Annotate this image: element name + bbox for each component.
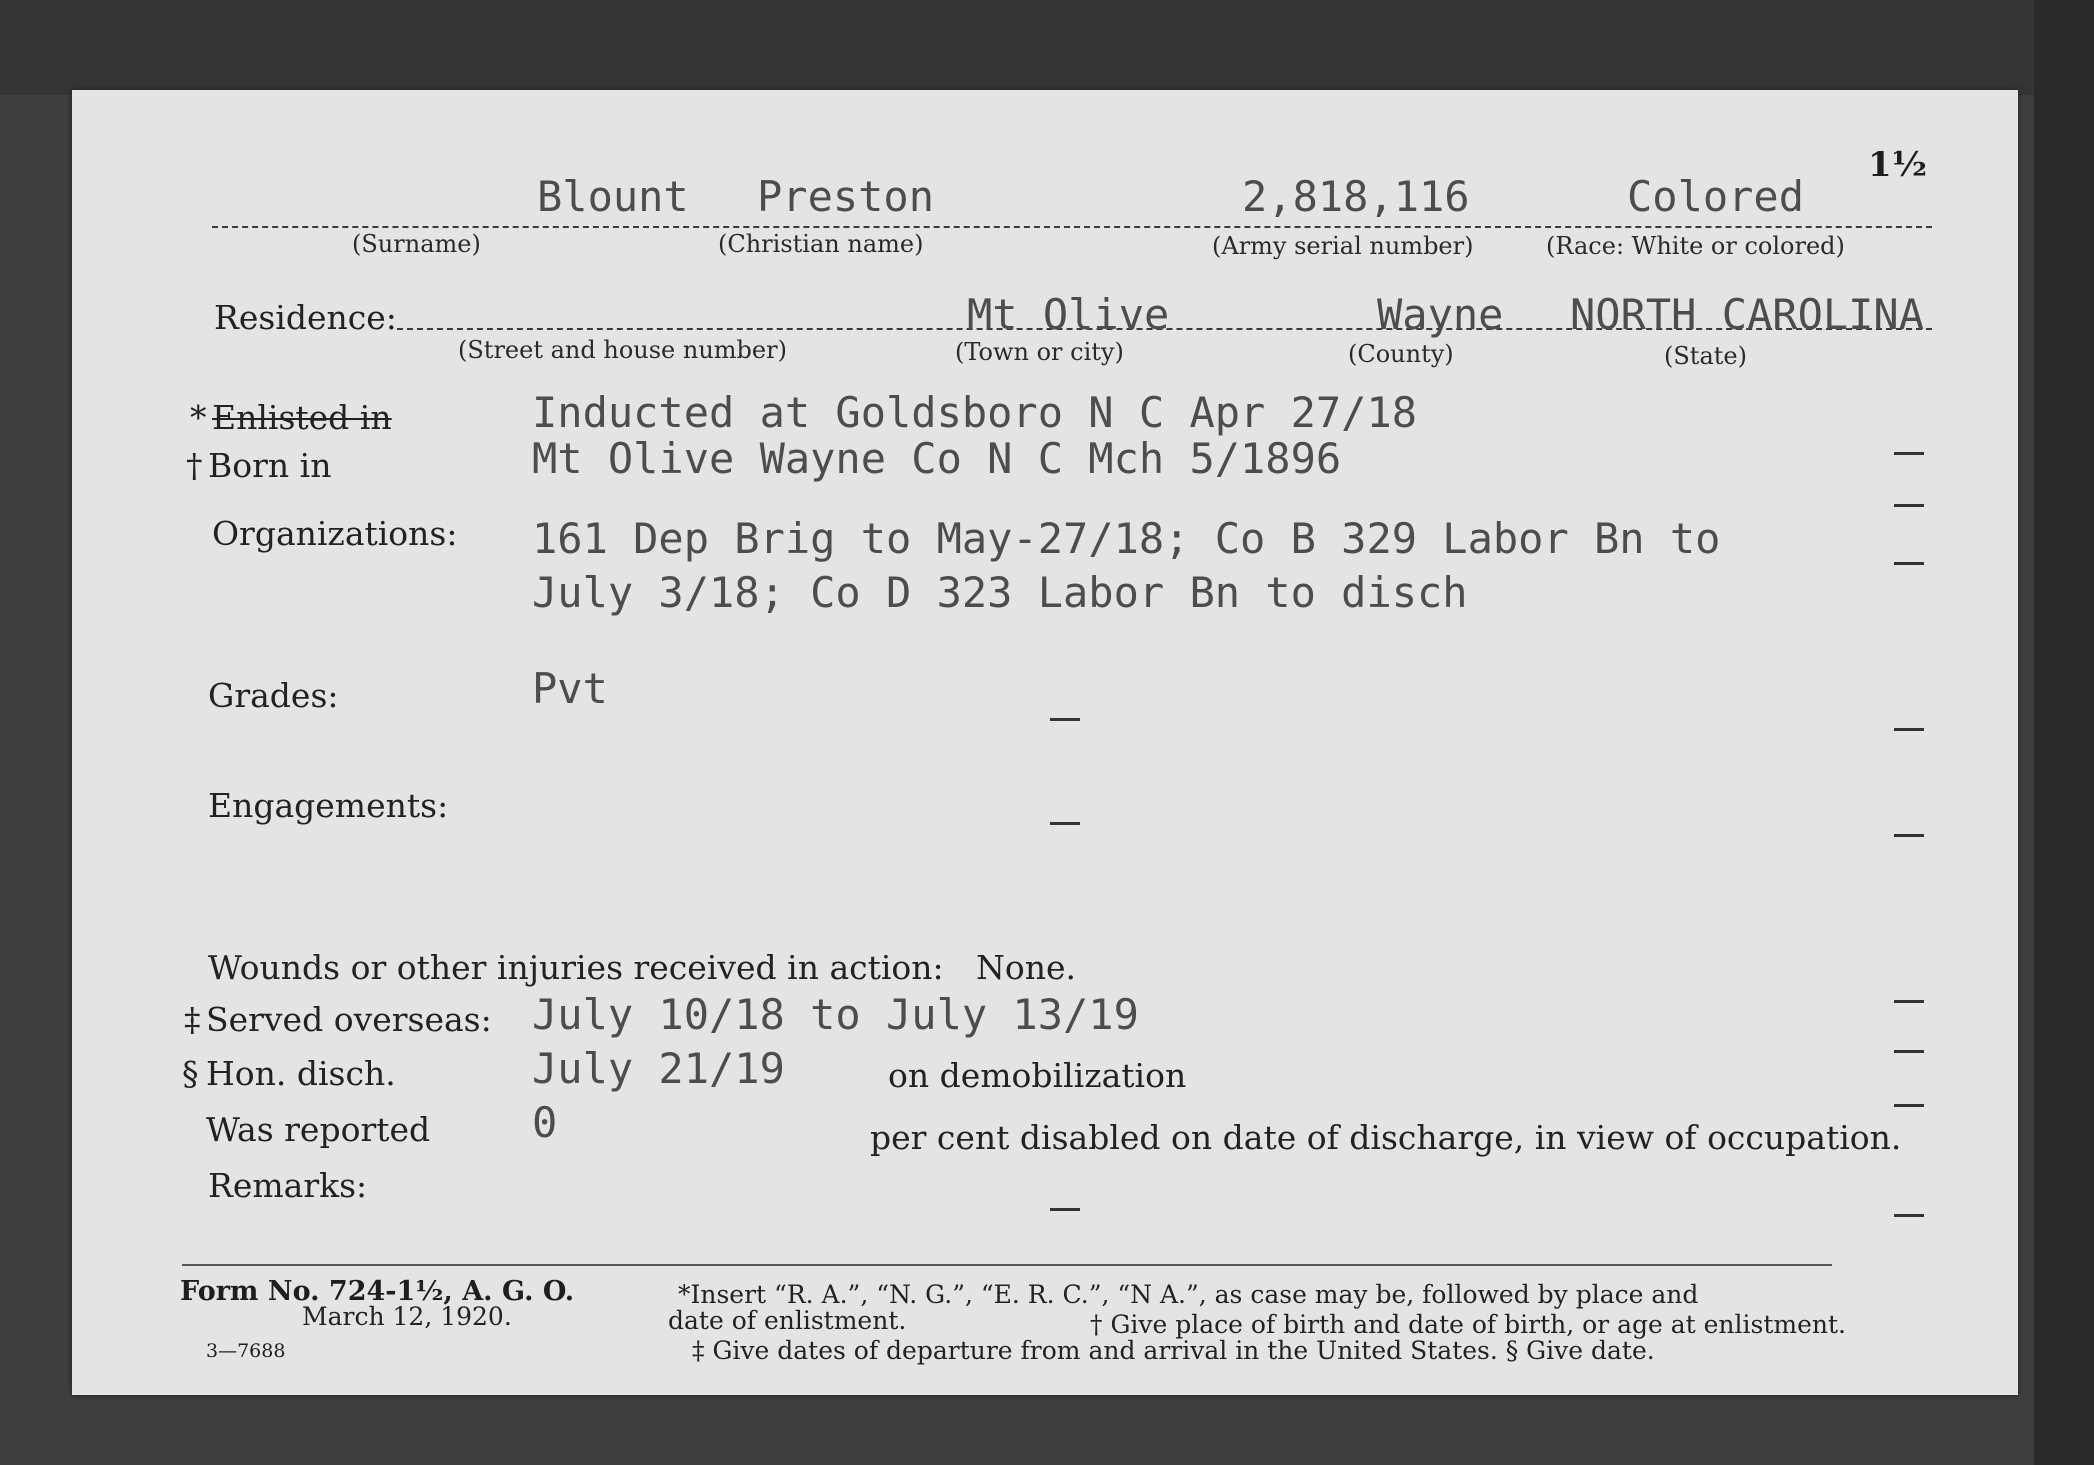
engagements-dash: [1894, 834, 1924, 837]
form-number: Form No. 724-1½, A. G. O.: [180, 1276, 575, 1307]
wounds-label: Wounds or other injuries received in action:: [208, 948, 944, 987]
overseas-marker: ‡: [184, 1000, 201, 1039]
caption-state: (State): [1664, 342, 1747, 370]
organizations-dash: [1894, 562, 1924, 565]
footnote-insert: *Insert “R. A.”, “N. G.”, “E. R. C.”, “N A.”, as case may be, followed by place and: [678, 1280, 1699, 1309]
wounds-value: None.: [976, 948, 1077, 987]
caption-race: (Race: White or colored): [1546, 232, 1845, 260]
race-value: Colored: [1627, 172, 1805, 221]
enlisted-label: Enlisted in: [212, 398, 392, 437]
reported-value: 0: [532, 1098, 558, 1147]
enlisted-dash: [1894, 452, 1924, 455]
hon-disch-dash: [1894, 1050, 1924, 1053]
hon-disch-marker: §: [182, 1054, 199, 1093]
overseas-dash: [1894, 1000, 1924, 1003]
engagements-dash-mid: [1050, 822, 1080, 825]
serial-number-value: 2,818,116: [1242, 172, 1470, 221]
born-marker: †: [186, 446, 203, 485]
born-dash: [1894, 504, 1924, 507]
remarks-dash-mid: [1050, 1208, 1080, 1211]
born-value: Mt Olive Wayne Co N C Mch 5/1896: [532, 434, 1342, 483]
caption-christian-name: (Christian name): [718, 230, 924, 258]
footer-rule: [182, 1264, 1832, 1266]
caption-county: (County): [1348, 340, 1454, 368]
engagements-label: Engagements:: [208, 786, 449, 825]
scan-background-right: [2034, 0, 2094, 1465]
organizations-line-1: 161 Dep Brig to May-27/18; Co B 329 Labor Bn to: [532, 514, 1721, 563]
residence-label: Residence:: [214, 298, 397, 337]
header-underline: [212, 226, 1932, 228]
caption-serial-number: (Army serial number): [1212, 232, 1474, 260]
footnote-overseas: ‡ Give dates of departure from and arrival in the United States. § Give date.: [692, 1336, 1655, 1365]
hon-disch-label: Hon. disch.: [206, 1054, 396, 1093]
surname-value: Blount: [537, 172, 689, 221]
enlisted-marker: *: [190, 398, 207, 437]
caption-surname: (Surname): [352, 230, 481, 258]
residence-county-value: Wayne: [1377, 290, 1504, 339]
footnote-insert-cont: date of enlistment.: [668, 1306, 907, 1335]
hon-disch-suffix: on demobilization: [888, 1056, 1187, 1095]
form-date: March 12, 1920.: [302, 1302, 512, 1331]
reported-label: Was reported: [206, 1110, 431, 1149]
organizations-line-2: July 3/18; Co D 323 Labor Bn to disch: [532, 568, 1468, 617]
overseas-value: July 10/18 to July 13/19: [532, 990, 1139, 1039]
grades-label: Grades:: [208, 676, 339, 715]
overseas-label: Served overseas:: [206, 1000, 492, 1039]
print-code: 3—7688: [206, 1340, 286, 1362]
enlisted-value: Inducted at Goldsboro N C Apr 27/18: [532, 388, 1418, 437]
remarks-dash: [1894, 1214, 1924, 1217]
grades-dash-mid: [1050, 718, 1080, 721]
hon-disch-value: July 21/19: [532, 1044, 785, 1093]
christian-name-value: Preston: [757, 172, 935, 221]
caption-town: (Town or city): [955, 338, 1124, 366]
residence-state-value: NORTH CAROLINA: [1570, 290, 1925, 339]
grades-dash: [1894, 728, 1924, 731]
caption-street: (Street and house number): [458, 336, 787, 364]
service-record-card: [72, 90, 2018, 1395]
footnote-birth: † Give place of birth and date of birth, or age at enlistment.: [1090, 1310, 1846, 1339]
residence-town-value: Mt Olive: [967, 290, 1170, 339]
corner-number: 1½: [1868, 145, 1928, 185]
organizations-label: Organizations:: [212, 514, 458, 553]
remarks-label: Remarks:: [208, 1166, 368, 1205]
reported-dash: [1894, 1104, 1924, 1107]
grades-value: Pvt: [532, 664, 608, 713]
born-label: Born in: [208, 446, 332, 485]
scan-background-top: [0, 0, 2094, 95]
reported-suffix: per cent disabled on date of discharge, in view of occupation.: [870, 1118, 1902, 1157]
